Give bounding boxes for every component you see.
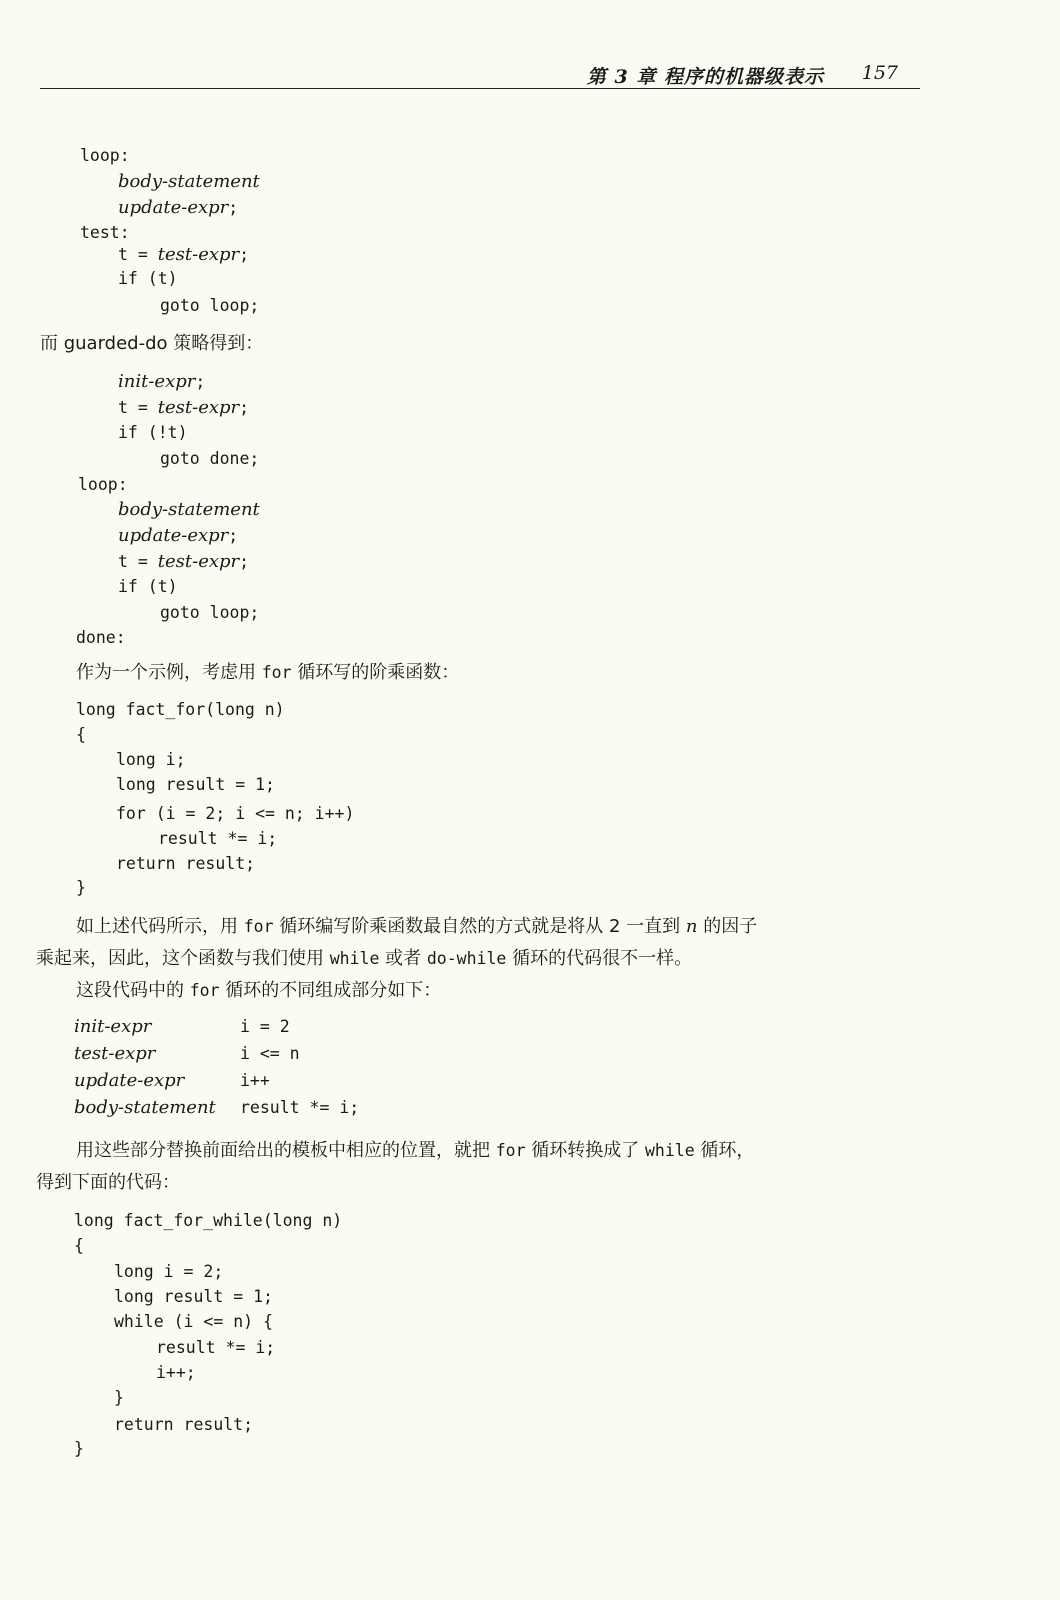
code-line: done:	[76, 628, 126, 647]
code-line: if (t)	[118, 577, 178, 596]
math-var: n	[685, 916, 698, 937]
code-line: long i = 2;	[114, 1262, 224, 1281]
code-line: return result;	[114, 1415, 254, 1434]
code-line: long i;	[116, 750, 186, 769]
inline-code: for	[243, 917, 274, 936]
component-value: i++	[240, 1071, 270, 1090]
code-line: while (i <= n) {	[114, 1312, 273, 1331]
inline-code: for	[495, 1141, 526, 1160]
code-token: ;	[228, 526, 239, 545]
text-run: 的因子	[697, 916, 758, 937]
code-token: test-expr	[157, 551, 240, 572]
code-line	[118, 373, 205, 391]
code-line: return result;	[116, 854, 256, 873]
code-line: if (t)	[118, 269, 178, 288]
paragraph-line	[76, 1142, 754, 1160]
paragraph-line	[76, 982, 441, 1000]
text-run: 循环，	[694, 1140, 755, 1161]
code-line	[118, 527, 238, 545]
component-value: i = 2	[240, 1017, 290, 1036]
code-line: loop:	[78, 475, 128, 494]
code-line: goto loop;	[160, 603, 260, 622]
inline-code: for	[189, 981, 220, 1000]
code-line: long fact_for(long n)	[76, 700, 285, 719]
code-token: t =	[118, 552, 158, 571]
code-line: {	[76, 725, 86, 744]
code-line: goto done;	[160, 449, 260, 468]
paragraph-line: 而 guarded-do 策略得到：	[40, 333, 264, 354]
code-line: body-statement	[118, 499, 260, 520]
code-token: ;	[239, 552, 250, 571]
text-run: 循环转换成了	[525, 1140, 645, 1161]
inline-code: while	[329, 949, 380, 968]
code-line: }	[74, 1439, 84, 1458]
code-line	[118, 199, 238, 217]
code-line: }	[76, 878, 86, 897]
text-run: 或者	[379, 948, 427, 969]
code-line: goto loop;	[160, 296, 260, 315]
code-token: ;	[228, 198, 239, 217]
code-token: test-expr	[157, 397, 240, 418]
text-run: 循环的代码很不一样。	[506, 948, 693, 969]
code-line: for (i = 2; i <= n; i++)	[116, 804, 355, 823]
text-run: 循环写的阶乘函数：	[291, 662, 460, 683]
component-name: init-expr	[74, 1016, 152, 1037]
paragraph-line	[36, 950, 692, 968]
code-line: long result = 1;	[116, 775, 275, 794]
component-name: test-expr	[74, 1043, 156, 1064]
code-line: i++;	[156, 1363, 196, 1382]
text-run: 用这些部分替换前面给出的模板中相应的位置，就把	[76, 1140, 496, 1161]
code-token: init-expr	[118, 371, 196, 392]
code-token: test-expr	[157, 244, 240, 265]
code-token: t =	[118, 398, 158, 417]
text-run: 这段代码中的	[76, 980, 190, 1001]
text-run: 乘起来，因此，这个函数与我们使用	[36, 948, 330, 969]
code-token: ;	[239, 245, 250, 264]
text-run: 如上述代码所示，用	[76, 916, 244, 937]
code-token: t =	[118, 245, 158, 264]
text-run: 循环的不同组成部分如下：	[219, 980, 442, 1001]
code-line: {	[74, 1236, 84, 1255]
code-line: long fact_for_while(long n)	[74, 1211, 343, 1230]
code-line: }	[114, 1388, 124, 1407]
page-number: 157	[861, 62, 898, 84]
code-line: test:	[80, 223, 130, 242]
code-token: update-expr	[118, 525, 229, 546]
chapter-title: 第 3 章 程序的机器级表示	[586, 66, 824, 88]
code-line: result *= i;	[158, 829, 278, 848]
code-line: result *= i;	[156, 1338, 276, 1357]
component-value: result *= i;	[240, 1098, 360, 1117]
code-token: update-expr	[118, 197, 229, 218]
inline-code: for	[261, 663, 292, 682]
code-line	[118, 246, 249, 264]
code-line	[118, 553, 249, 571]
component-name: update-expr	[74, 1070, 185, 1091]
inline-code: do-while	[426, 949, 507, 968]
paragraph-line	[76, 918, 757, 936]
component-value: i <= n	[240, 1044, 300, 1063]
text-run: 作为一个示例，考虑用	[76, 662, 262, 683]
code-line: if (!t)	[118, 423, 188, 442]
code-token: ;	[195, 372, 206, 391]
code-line: loop:	[80, 146, 130, 165]
inline-code: while	[645, 1141, 695, 1160]
paragraph-line: 得到下面的代码：	[36, 1172, 180, 1193]
code-line: body-statement	[118, 171, 260, 192]
text-run: 循环编写阶乘函数最自然的方式就是将从 2 一直到	[273, 916, 686, 937]
component-name: body-statement	[74, 1097, 216, 1118]
code-line	[118, 399, 249, 417]
page-header	[40, 58, 920, 89]
code-line: long result = 1;	[114, 1287, 273, 1306]
code-token: ;	[239, 398, 250, 417]
paragraph-line	[76, 664, 459, 682]
